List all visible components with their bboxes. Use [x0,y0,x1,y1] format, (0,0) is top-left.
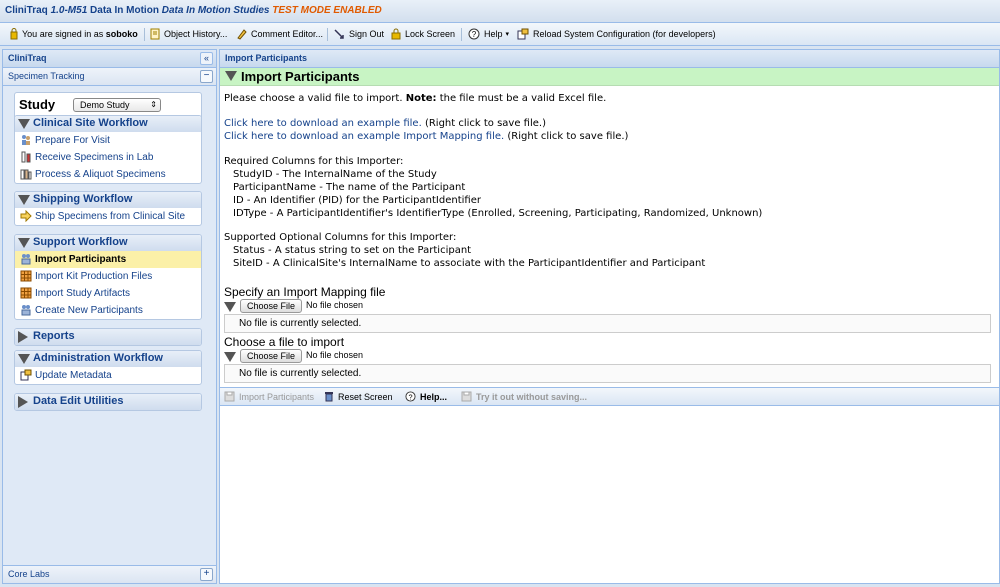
collapse-triangle-icon [18,238,30,248]
required-column-item: ParticipantName - The name of the Participant [233,182,466,193]
study-select[interactable]: Demo Study ⇕ [73,98,161,112]
navigation-panel [2,49,217,584]
nav-import-kit-production[interactable]: Import Kit Production Files [15,268,201,285]
import-file-status: No file chosen [306,350,364,360]
mapping-choose-file-button[interactable]: Choose File [240,299,302,313]
help-icon [405,391,416,402]
specimen-tracking-section-header[interactable]: Specimen Tracking − [3,68,216,86]
import-participants-button[interactable]: Import Participants [224,391,314,402]
lock-icon [391,28,401,40]
select-arrows-icon: ⇕ [150,100,157,109]
required-column-item: ID - An Identifier (PID) for the ParticipantIdentifier [233,195,481,206]
reload-config-icon [517,28,529,40]
administration-workflow-panel [14,350,202,385]
help-menu-button[interactable]: ? Help ▾ [468,27,509,41]
required-column-item: StudyID - The InternalName of the Study [233,169,437,180]
optional-column-item: SiteID - A ClinicalSite's InternalName to associate with the ParticipantIdentifier and Participant [233,258,706,269]
download-mapping-row: Click here to download an example Import Mapping file. (Right click to save file.) [224,131,629,142]
support-workflow-header[interactable]: Support Workflow [15,235,201,251]
username: soboko [105,29,138,39]
pencil-icon [236,28,247,40]
arrow-right-icon [20,210,32,222]
mapping-file-status: No file chosen [306,300,364,310]
collapse-section-button[interactable]: − [200,70,213,83]
people-icon [20,134,32,146]
collapse-triangle-icon [18,195,30,205]
document-icon [150,28,160,40]
specimen-rack-icon [20,168,32,180]
app-title: CliniTraq 1.0-M51 Data In Motion Data In Motion Studies TEST MODE ENABLED [5,5,382,16]
content-panel [219,49,1000,584]
nav-create-new-participants[interactable]: Create New Participants [15,302,201,319]
expand-section-button[interactable]: + [200,568,213,581]
participants-import-icon [20,253,32,265]
administration-workflow-header[interactable]: Administration Workflow [15,351,201,367]
user-lock-icon [10,28,18,40]
grid-import-icon [20,287,32,299]
metadata-icon [20,369,32,381]
shipping-workflow-header[interactable]: Shipping Workflow [15,192,201,208]
action-bar [220,387,999,406]
collapse-panel-button[interactable]: « [200,52,213,65]
import-file-title: Choose a file to import [224,335,345,349]
intro-text: Please choose a valid file to import. Note: the file must be a valid Excel file. [224,93,607,104]
content-panel-header: Import Participants [220,50,999,68]
reset-screen-button[interactable]: Reset Screen [324,391,393,402]
help-icon [468,28,480,40]
test-mode-label: TEST MODE ENABLED [272,5,382,16]
optional-column-item: Status - A status string to set on the Participant [233,245,472,256]
support-workflow-panel [14,234,202,320]
sign-out-icon [334,28,345,40]
help-button[interactable]: ? Help... [405,391,447,402]
download-example-row: Click here to download an example file. (Right click to save file.) [224,118,546,129]
download-example-link[interactable]: Click here to download an example file. [224,118,422,129]
main-toolbar [0,23,1000,46]
nav-import-study-artifacts[interactable]: Import Study Artifacts [15,285,201,302]
download-mapping-link[interactable]: Click here to download an example Import Mapping file. [224,131,505,142]
collapse-triangle-icon [225,71,237,81]
object-history-button[interactable]: Object History... [150,27,227,41]
data-edit-utilities-panel [14,393,202,411]
nav-update-metadata[interactable]: Update Metadata [15,367,201,384]
comment-editor-button[interactable]: Comment Editor... [236,27,323,41]
import-file-selection: No file is currently selected. [224,364,991,383]
reload-config-button[interactable]: Reload System Configuration (for developers) [517,27,716,41]
mapping-file-title: Specify an Import Mapping file [224,285,386,299]
save-disk-icon [224,391,235,402]
signed-in-status: You are signed in as soboko [10,27,138,41]
nav-import-participants[interactable]: Import Participants [15,251,201,268]
shipping-workflow-panel [14,191,202,226]
try-without-saving-button[interactable]: Try it out without saving... [461,391,587,402]
core-labs-section-header[interactable]: Core Labs + [3,565,216,583]
svg-text:?: ? [408,392,413,402]
collapse-triangle-icon [18,119,30,129]
clinical-site-workflow-header[interactable]: Clinical Site Workflow [15,116,201,132]
import-choose-file-button[interactable]: Choose File [240,349,302,363]
collapse-triangle-icon [224,302,236,312]
save-disk-icon [461,391,472,402]
chevron-down-icon: ▾ [505,31,510,38]
required-columns-title: Required Columns for this Importer: [224,156,404,167]
import-section-header[interactable] [220,68,999,86]
expand-triangle-icon [18,331,28,343]
required-column-item: IDType - A ParticipantIdentifier's IdentifierType (Enrolled, Screening, Participating, Randomized, Unknown) [233,208,763,219]
sign-out-button[interactable]: Sign Out [334,27,384,41]
lock-screen-button[interactable]: Lock Screen [391,27,455,41]
nav-ship-specimens[interactable]: Ship Specimens from Clinical Site [15,208,201,225]
trash-icon [324,391,334,402]
nav-panel-header: CliniTraq « [3,50,216,68]
expand-triangle-icon [18,396,28,408]
title-bar [0,0,1000,23]
svg-text:?: ? [471,30,477,39]
grid-import-icon [20,270,32,282]
nav-prepare-for-visit[interactable]: Prepare For Visit [15,132,201,149]
participants-add-icon [20,304,32,316]
mapping-file-selection: No file is currently selected. [224,314,991,333]
data-edit-utilities-header[interactable]: Data Edit Utilities [15,394,201,410]
collapse-triangle-icon [224,352,236,362]
reports-header[interactable]: Reports [15,329,201,345]
reports-panel [14,328,202,346]
collapse-triangle-icon [18,354,30,364]
nav-process-aliquot[interactable]: Process & Aliquot Specimens [15,166,201,183]
page-title: Import Participants [241,69,360,84]
nav-receive-specimens[interactable]: Receive Specimens in Lab [15,149,201,166]
optional-columns-title: Supported Optional Columns for this Importer: [224,232,457,243]
study-label: Study [19,97,56,112]
clinical-site-workflow-panel [14,115,202,184]
specimen-tube-icon [20,151,32,163]
